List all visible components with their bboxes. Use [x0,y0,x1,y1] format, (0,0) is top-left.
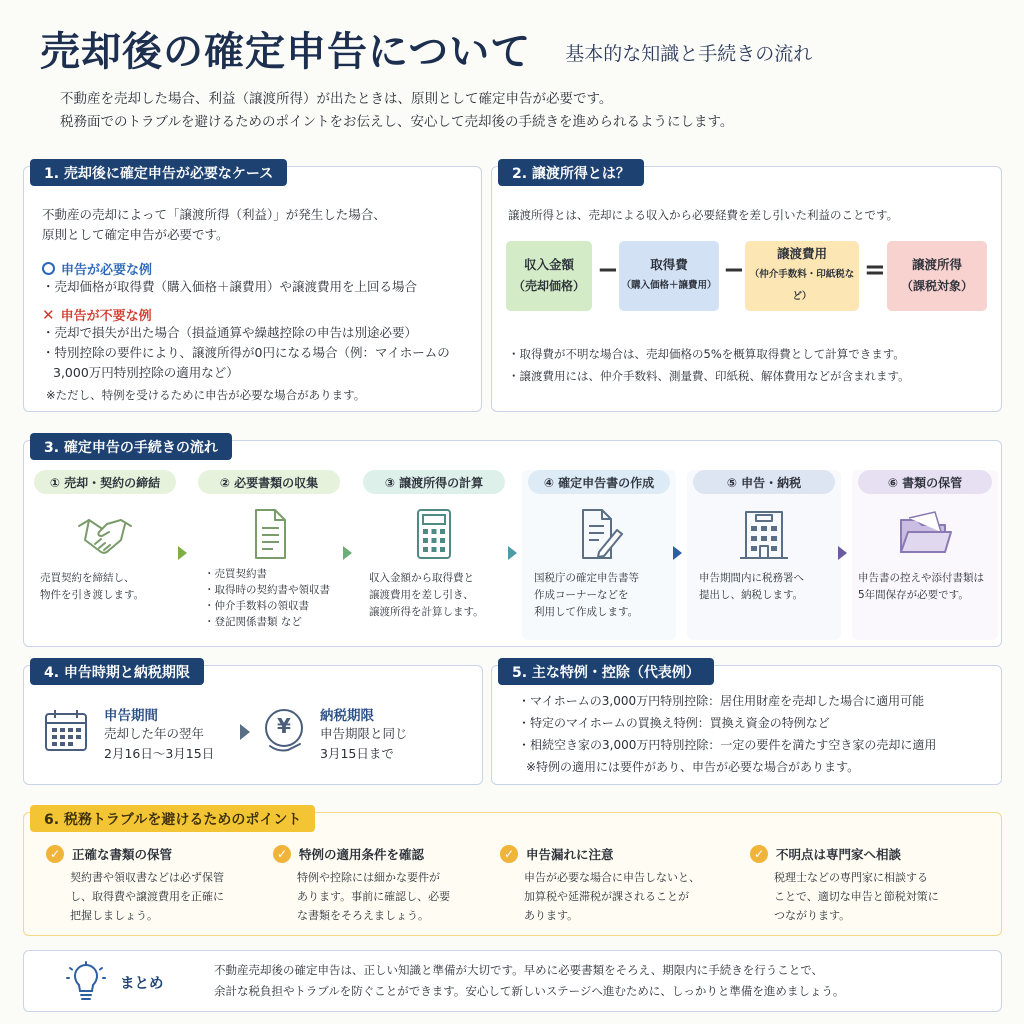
not-required-label: 申告が不要な例 [60,309,152,324]
tip-line: あります。事前に確認し、必要 [297,890,451,903]
step-line: 物件を引き渡します。 [40,589,145,601]
payment-line: 申告期限と同じ [320,726,408,741]
step-line: 売買契約を締結し、 [40,572,135,584]
step-description [40,570,176,604]
tip-line: 申告が必要な場合に申告しないと、 [524,871,700,884]
summary-label: まとめ [120,976,164,992]
not-required-label-row [42,305,152,324]
payment-line: 3月15日まで [320,746,394,761]
step-sale-contract [28,462,182,640]
formula-box-transfer-cost [745,241,859,311]
lead-line: 不動産の売却によって「譲渡所得（利益）」が発生した場合、 [42,207,386,222]
tip-body [774,868,984,925]
step-line: ・登記関係書類 など [204,616,302,628]
step-calculate-gain [357,462,511,640]
tip-title-row [273,845,424,863]
calendar-icon [42,706,90,758]
tip-line: ことで、適切な申告と節税対策に [774,890,939,903]
list-item: 3,000万円特別控除の適用など） [53,365,239,380]
payment-deadline-body [320,724,408,764]
step-line: 申告書の控えや添付書類は [858,572,984,584]
step-line: 国税庁の確定申告書等 [534,572,639,584]
circle-icon [42,262,55,275]
section-note: ※特例の適用には要件があり、申告が必要な場合があります。 [526,760,860,774]
step-line: ・売買契約書 [204,568,267,580]
step-line: 譲渡費用を差し引き、 [369,589,474,601]
handshake-icon [75,506,135,562]
filing-period-body [104,724,214,764]
section-required-cases [23,166,482,412]
step-description [534,570,670,621]
summary-panel [23,950,1002,1012]
formula-note: （売却価格） [512,279,585,293]
step-title: ② 必要書類の収集 [198,470,340,494]
list-item: ・特別控除の要件により、譲渡所得が0円になる場合（例：マイホームの [42,345,450,360]
check-icon: ✓ [500,845,518,863]
formula-term: 取得費 [650,257,688,272]
equals-operator: = [864,255,886,285]
formula-term: 譲渡所得 [911,257,962,272]
check-icon: ✓ [273,845,291,863]
summary-line: 余計な税負担やトラブルを防ぐことができます。安心して新しいステージへ進むために、しっかりと準備を進めましょう。 [214,984,845,998]
tip-title: 申告漏れに注意 [526,847,614,862]
step-title: ⑥ 書類の保管 [858,470,992,494]
tip-body [297,868,497,925]
lead-line: 原則として確定申告が必要です。 [42,227,229,242]
section-lead [42,205,472,245]
tip-title: 特例の適用条件を確認 [299,847,425,862]
filing-line: 売却した年の翌年 [104,726,205,741]
cross-icon: ✕ [42,305,55,324]
step-line: 5年間保存が必要です。 [858,589,969,601]
folder-icon [895,506,955,562]
summary-text [214,960,999,1002]
formula-note: （購入価格＋譲費用） [621,280,717,291]
formula-box-income [506,241,592,311]
document-icon [239,506,299,562]
filing-line: 2月16日〜3月15日 [104,746,215,761]
form-pen-icon [569,506,629,562]
tip-line: な書類をそろえましょう。 [297,909,429,922]
deduction-list [518,690,998,778]
section-heading: 2. 譲渡所得とは？ [498,159,644,186]
formula-term: 譲渡費用 [776,246,827,261]
tip-title-row [750,845,901,863]
step-file-and-pay [687,462,841,640]
step-description [699,570,835,604]
step-prepare-return [522,462,676,640]
tip-line: 税理士などの専門家に相談する [774,871,928,884]
payment-deadline-title: 納税期限 [320,708,374,724]
flow-arrow-icon [838,546,847,560]
tax-office-icon [734,506,794,562]
section-avoid-trouble [23,812,1002,936]
step-line: ・仲介手数料の領収書 [204,600,309,612]
title-row [40,18,1000,78]
list-item: ・取得費が不明な場合は、売却価格の5%を概算取得費として計算できます。 [508,347,905,361]
required-label: 申告が必要な例 [61,263,153,278]
tip-body [524,868,734,925]
flow-arrow-icon [673,546,682,560]
list-item: ・マイホームの3,000万円特別控除：居住用財産を売却した場合に適用可能 [518,694,925,708]
section-heading: 4. 申告時期と納税期限 [30,658,204,685]
yen-symbol: ¥ [277,714,291,738]
intro-line: 不動産を売却した場合、利益（譲渡所得）が出たときは、原則として確定申告が必要です。 [60,91,613,107]
section-special-deductions [491,665,1002,785]
filing-period-title: 申告期間 [104,708,158,724]
step-title: ④ 確定申告書の作成 [528,470,670,494]
tip-line: し、取得費や譲渡費用を正確に [70,890,224,903]
step-collect-documents [192,462,346,640]
tip-line: 特例や控除には細かな要件が [297,871,440,884]
step-line: 提出し、納税します。 [699,589,804,601]
section-heading: 1. 売却後に確定申告が必要なケース [30,159,287,186]
formula-term: 収入金額 [523,257,574,272]
step-title: ① 売却・契約の締結 [34,470,176,494]
flow-arrow-icon [508,546,517,560]
step-description [204,566,340,630]
tip-title-row [500,845,614,863]
page-subtitle: 基本的な知識と手続きの流れ [565,42,813,65]
step-line: 収入金額から取得費と [369,572,474,584]
step-line: 利用して作成します。 [534,606,639,618]
check-icon: ✓ [46,845,64,863]
minus-operator: − [723,255,745,285]
list-item: ・売却で損失が出た場合（損益通算や繰越控除の申告は別途必要） [42,325,418,340]
step-description [858,570,994,604]
required-label-row [42,259,152,278]
step-line: 申告期間内に税務署へ [699,572,804,584]
step-line: 作成コーナーなどを [534,589,629,601]
tip-title: 不明点は専門家へ相談 [776,847,902,862]
section-heading: 3. 確定申告の手続きの流れ [30,433,232,460]
section-heading: 5. 主な特例・控除（代表例） [498,658,714,685]
section-note: ※ただし、特例を受けるために申告が必要な場合があります。 [46,388,366,402]
formula-box-acquisition [619,241,719,311]
summary-line: 不動産売却後の確定申告は、正しい知識と準備が大切です。早めに必要書類をそろえ、期限内に手続きを行うことで、 [214,963,824,977]
section-capital-gains [491,166,1002,412]
step-title: ⑤ 申告・納税 [693,470,835,494]
section-lead: 譲渡所得とは、売却による収入から必要経費を差し引いた利益のことです。 [508,208,899,222]
flow-arrow-icon [178,546,187,560]
list-item: ・相続空き家の3,000万円特別控除：一定の要件を満たす空き家の売却に適用 [518,738,937,752]
step-keep-documents [852,462,998,640]
tip-line: 加算税や延滞税が課されることが [524,890,689,903]
step-title: ③ 譲渡所得の計算 [363,470,505,494]
list-item: ・譲渡費用には、仲介手数料、測量費、印紙税、解体費用などが含まれます。 [508,369,910,383]
step-line: ・取得時の契約書や領収書 [204,584,330,596]
formula-box-gain [887,241,987,311]
minus-operator: − [597,255,619,285]
intro-text [60,88,980,134]
tip-title-row [46,845,172,863]
step-description [369,570,505,621]
section-deadlines [23,665,483,785]
not-required-list [42,323,482,383]
step-line: 譲渡所得を計算します。 [369,606,484,618]
formula-note: （課税対象） [900,279,973,293]
tip-line: あります。 [524,909,579,922]
list-item: ・特定のマイホームの買換え特例：買換え資金の特例など [518,716,830,730]
tip-body [70,868,270,925]
tip-title: 正確な書類の保管 [72,847,173,862]
yen-hand-icon [260,706,308,754]
tip-line: つながります。 [774,909,851,922]
intro-line: 税務面でのトラブルを避けるためのポイントをお伝えし、安心して売却後の手続きを進められるようにします。 [60,114,734,130]
lightbulb-icon [66,961,106,1007]
formula-notes [508,343,998,387]
chevron-right-icon [240,724,250,740]
check-icon: ✓ [750,845,768,863]
calculator-icon [404,506,464,562]
flow-arrow-icon [343,546,352,560]
tip-line: 把握しましょう。 [70,909,158,922]
required-item: ・売却価格が取得費（購入価格＋譲費用）や譲渡費用を上回る場合 [42,279,418,294]
page-title: 売却後の確定申告について [40,28,532,75]
tip-line: 契約書や領収書などは必ず保管 [70,871,224,884]
section-heading: 6. 税務トラブルを避けるためのポイント [30,805,315,832]
formula-note: （仲介手数料・印紙税など） [749,269,855,302]
